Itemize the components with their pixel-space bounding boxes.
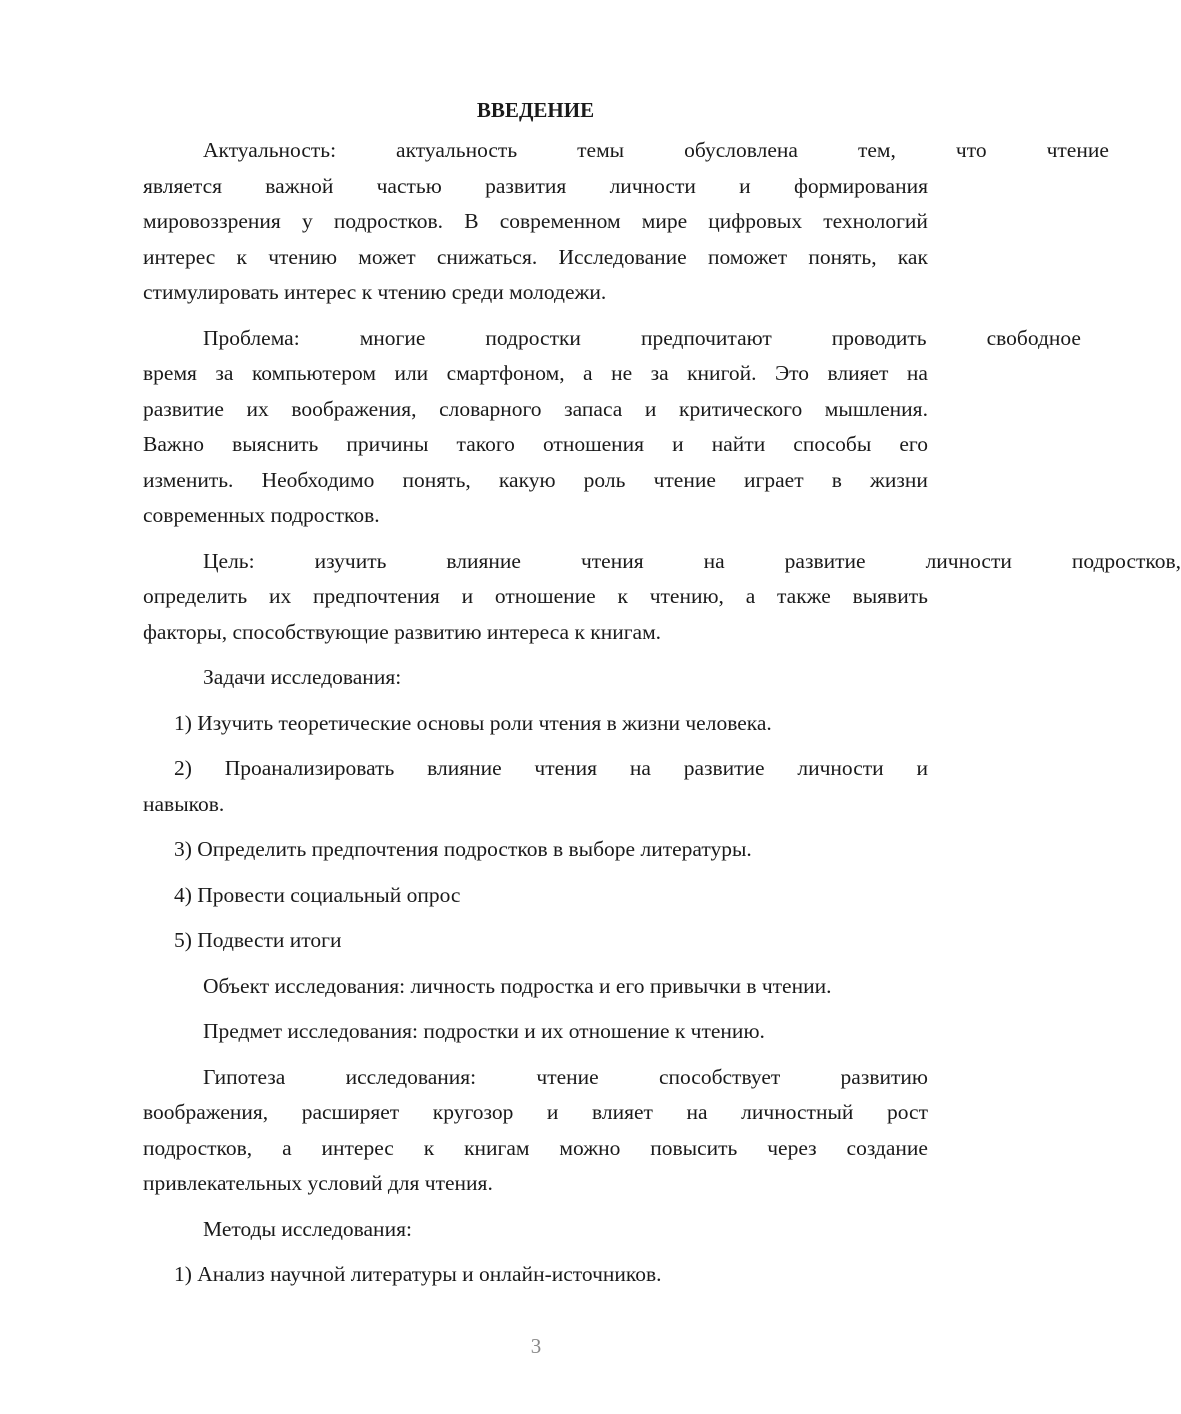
text-line: изменить. Необходимо понять, какую роль чтение играет в жизни	[143, 467, 928, 492]
tasks-heading: Задачи исследования:	[203, 665, 402, 689]
task-item-3	[143, 832, 928, 868]
page-title: ВВЕДЕНИЕ	[476, 98, 595, 122]
text-line: развитие их воображения, словарного запаса и критического мышления.	[143, 396, 928, 421]
text-line: Важно выяснить причины такого отношения и найти способы его	[143, 432, 928, 456]
document-page	[143, 92, 1181, 1303]
text-line: подростков, а интерес к книгам можно повысить через создание	[143, 1135, 928, 1160]
text-line: навыков.	[143, 791, 225, 816]
text-line: Цель: изучить влияние чтения на развитие личности подростков,	[203, 548, 1181, 573]
research-object: Объект исследования: личность подростка и его привычки в чтении.	[203, 973, 832, 998]
goal-paragraph	[143, 544, 1181, 651]
text-line: является важной частью развития личности и формирования	[143, 173, 928, 198]
text-line: 2) Проанализировать влияние чтения на развитие личности и	[174, 756, 928, 780]
text-line: стимулировать интерес к чтению среди молодежи.	[143, 280, 607, 304]
task-item-5	[143, 923, 928, 959]
page-number: 3	[530, 1334, 542, 1358]
research-subject: Предмет исследования: подростки и их отношение к чтению.	[203, 1019, 765, 1043]
text-line: 1) Изучить теоретические основы роли чтения в жизни человека.	[174, 710, 772, 735]
task-item-1	[143, 706, 928, 742]
methods-heading: Методы исследования:	[203, 1216, 412, 1241]
task-item-4	[143, 878, 928, 914]
text-line: Актуальность: актуальность темы обусловлена тем, что чтение	[203, 138, 1109, 162]
text-line: 3) Определить предпочтения подростков в выборе литературы.	[174, 837, 752, 861]
text-line: Проблема: многие подростки предпочитают проводить свободное	[203, 325, 1081, 350]
text-line: 1) Анализ научной литературы и онлайн-источников.	[174, 1262, 662, 1286]
text-line: воображения, расширяет кругозор и влияет на личностный рост	[143, 1100, 928, 1124]
text-line: 4) Провести социальный опрос	[174, 882, 461, 907]
text-line: современных подростков.	[143, 503, 380, 527]
text-line: факторы, способствующие развитию интереса к книгам.	[143, 619, 662, 644]
problem-paragraph	[143, 321, 1081, 534]
task-item-2	[143, 751, 928, 822]
method-item-1	[143, 1257, 928, 1293]
text-line: привлекательных условий для чтения.	[143, 1171, 493, 1195]
text-line: время за компьютером или смартфоном, а не за книгой. Это влияет на	[143, 361, 928, 385]
text-line: определить их предпочтения и отношение к чтению, а также выявить	[143, 584, 928, 608]
text-line: Гипотеза исследования: чтение способствует развитию	[203, 1064, 928, 1089]
relevance-paragraph	[143, 133, 1109, 311]
text-line: мировоззрения у подростков. В современном мире цифровых технологий	[143, 209, 928, 233]
text-line: интерес к чтению может снижаться. Исследование поможет понять, как	[143, 244, 928, 269]
text-line: 5) Подвести итоги	[174, 928, 342, 952]
hypothesis-paragraph	[143, 1060, 928, 1202]
